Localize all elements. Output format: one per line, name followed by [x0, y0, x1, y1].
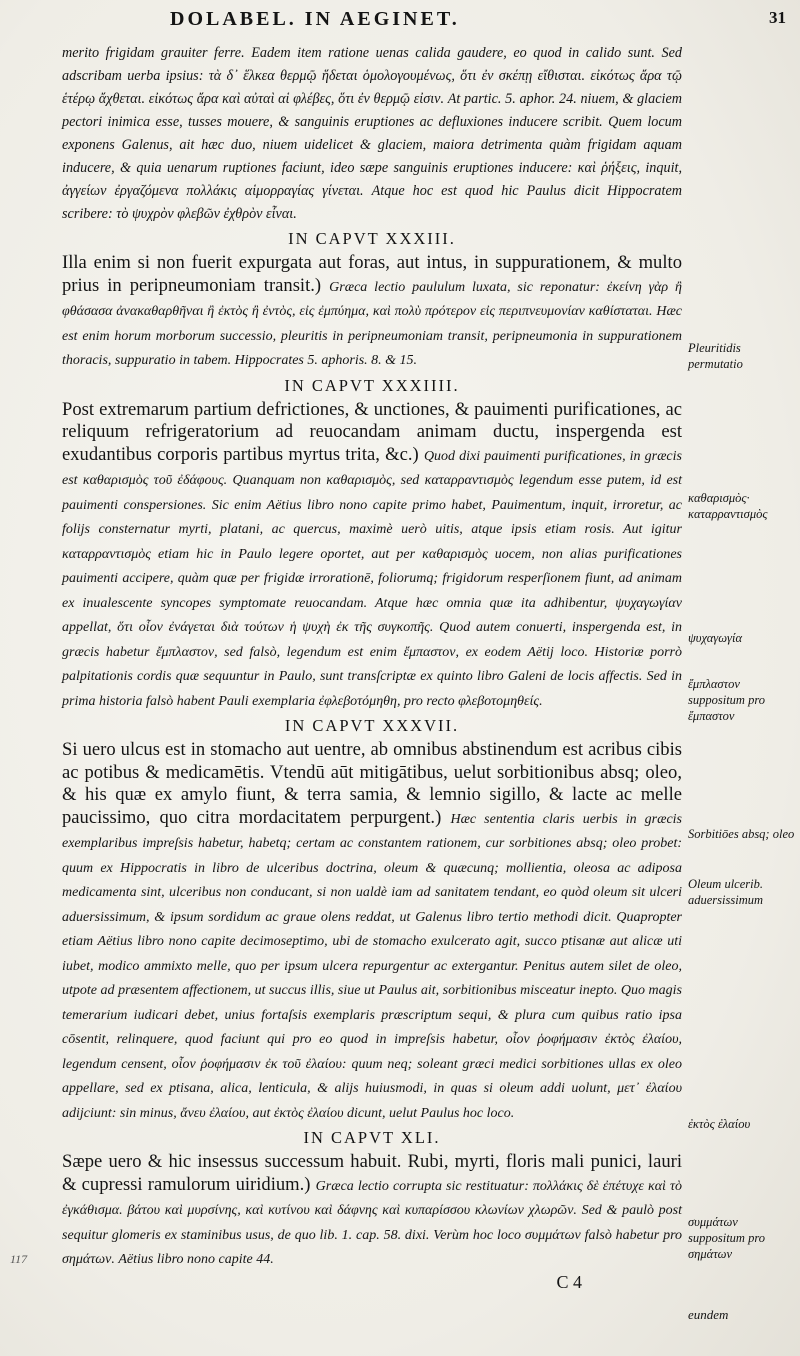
main-text-column: [62, 42, 682, 1292]
margin-note: ἐκτὸς ἐλαίου: [688, 1117, 751, 1131]
signature-mark: C 4: [556, 1271, 582, 1292]
lemma-text: Si uero ulcus est in stomacho aut uentre, ab omnibus abstinendum est acribus cibis ac potibus & medicamētis. Vtendū aūt mitigātibus, uelut sorbitionibus absq; oleo, & his quæ ex amylo fiunt, & terra samia, & lemnio sigillo, & lacte ac melle paucissimo, quo citra mordacitatem perpurgent.): [62, 739, 682, 828]
catchword: eundem: [688, 1307, 729, 1322]
page-header: [170, 8, 792, 38]
margin-note: καθαρισμὸς· καταρραντισμὸς: [688, 491, 768, 521]
running-title: DOLABEL. IN AEGINET.: [170, 8, 460, 30]
lemma-text: Post extremarum partium defrictiones, & unctiones, & pauimenti purificationes, ac reliquum refrigeratorium ad reuocandam animam ductu, inspergenda est exudantibus corporis partibus myrtus trita, &c.): [62, 398, 682, 465]
commentary-text: Quod dixi pauimenti purificationes, in græcis est καθαρισμὸς τοῦ ἐδάφους. Quanquam non καθαρισμὸς, sed καταρραντισμὸς legendum esse putem, id est pauimenti conspersiones. Sic enim Aëtius libro nono capite primo habet, Pauimentum, inquit, irroretur, ac folijs consternatur myrti, platani, ac quercus, maximè uerò uitis, atque ipsis etiam rosis. Aut igitur καταρραντισμὸς etiam hic in Paulo legere oportet, aut per καθαρισμὸς uocem, non alias purificationes pauimenti accipere, quàm quæ per frigidæ irrorationē, foliorumq; frigidorum resperſionem fiunt, ad animam ex inualescente syncopes symptomate reuocandam. Atque hæc omnia quæ ita adhibentur, ψυχαγωγίαν appellat, ὅτι οἷον ἐνάγεται διὰ τούτων ἡ ψυχὴ ἐκ τῆς συγκοπῆς. Quod autem conuerti, inspergenda est, in græcis habetur ἔμπλαστον, sed falsò, legendum est enim ἔμπαστον, ex eodem Aëtij loco. Historiæ porrò palpitationis cordis quæ sequuntur in Paulo, sunt transſcriptæ ex quinto libro Galeni de locis affectis. Sed in prima historia falsò habent Pauli exemplaria ἐφλεβοτόμηθη, pro recto φλεβοτομηθείς.: [62, 448, 682, 709]
commentary-paragraph: merito frigidam grauiter ferre. Eadem item ratione uenas calida gaudere, eo quod in calido sunt. Sed adscribam uerba ipsius: τὰ δ᾽ ἕλκεα θερμῷ ἥδεται ὁμολογουμένως, ὅτι ἐν σκέπῃ εἴθισται. εἰκότως ἄρα τῷ ἑτέρῳ ἄχθεται. εἰκότως ἄρα καὶ αὐταὶ αἱ φλέβες, ὅτι ἐν θερμῷ εἰσιν. At partic. 5. aphor. 24. niuem, & glaciem pectori inimica esse, tusses mouere, & sanguinis eruptiones ac defluxiones inducere scribit. Quem locum exponens Galenus, ait hæc duo, niuem uidelicet & glaciem, maiora detrimenta quàm frigidam aquam inducere, & quia uenarum ruptiones faciunt, ideo sæpe sanguinis eruptiones inducere: καὶ ῥήξεις, inquit, ἀγγείων ἐργαζόμενα πολλάκις αἱμορραγίας γίνεται. Atque hoc est quod hic Paulus dicit Hippocratem scribere: τὸ ψυχρὸν φλεβῶν ἐχθρὸν εἶναι.: [62, 45, 682, 222]
lemma-paragraph: [62, 739, 682, 1125]
margin-note: συμμάτων suppositum pro σημάτων: [688, 1215, 765, 1261]
lemma-paragraph: [62, 399, 682, 714]
lemma-text: Sæpe uero & hic insessus successum habuit. Rubi, myrti, floris mali punici, lauri & cupressi ramulorum uiridium.): [62, 1151, 682, 1195]
margin-note: ψυχαγωγία: [688, 631, 743, 645]
margin-note: Pleuritidis permutatio: [688, 341, 743, 371]
commentary-text: Hæc sententia claris uerbis in græcis exemplaribus impreſsis habetur, habetq; certam ac constantem rationem, cur sorbitiones absq; oleo probet: quum ex Hippocratis in libro de ulceribus doctrina, oleum & quæcunq; mollientia, oleosa ac adiposa medicamenta sint, ulceribus non conducant, si non ualdè iam ad sanitatem tendant, eo quòd oleum sit ulceri aduersissimum, & ipsum sordidum ac graue olens reddat, ut Galenus libro tertio methodi dicit. Quapropter etiam Aëtius libro nono capite decimoseptimo, ubi de stomacho exulcerato agit, succo ptisanæ aut alicæ uti iubet, modico ammixto melle, quo per ipsum ulcera repurgentur ac extergantur. Penitus autem silet de oleo, utpote ad præsentem affectionem, ut succus illis, siue ut Paulus ait, sorbitionibus misceatur inepto. Quo magis temerarium iudicari debet, unius fortaſsis exemplaris præscriptum sequi, & plura cum quibus ratio ipsa cōsentit, relinquere, quod faciunt qui pro eo quod in impreſsis habetur, οἷον ῥοφήμασιν ἐκτὸς ἐλαίου, legendum censent, οἷον ῥοφήμασιν ἐκ τοῦ ἐλαίου: quum neq; soleant græci medici sorbitiones ullas ex oleo appellare, sed ex ptisana, alica, lenticula, & alijs huiusmodi, in quas si oleum addi uolunt, μετ᾽ ἐλαίου adijciunt: sin minus, ἄνευ ἐλαίου, aut ἐκτὸς ἐλαίου dicunt, uelut Paulus hoc loco.: [62, 811, 683, 1121]
folio-number: 31: [769, 8, 786, 27]
lemma-paragraph: [62, 1151, 682, 1272]
chapter-heading: IN CAPVT XXXIIII.: [284, 375, 460, 395]
stray-mark: 117: [10, 1252, 28, 1266]
margin-note: Sorbitiōes absq; oleo: [688, 827, 795, 841]
lemma-paragraph: [62, 252, 682, 373]
chapter-heading: IN CAPVT XXXIII.: [288, 229, 456, 248]
commentary-text: Græca lectio corrupta sic restituatur: πολλάκις δὲ ἐπέτυχε καὶ τὸ ἐγκάθισμα. βάτου καὶ μυρσίνης, καὶ κυτίνου καὶ δάφνης καὶ κυπαρίσσου κλωνίων χλωρῶν. Sed & paulò post sequitur glomeris ex staminibus usus, de quo lib. 1. cap. 58. dixi. Verùm hoc loco συμμάτων falsò habetur pro σημάτων. Aëtius libro nono capite 44.: [62, 1178, 683, 1267]
margin-note: ἔμπλαστον suppositum pro ἔμπαστον: [688, 677, 765, 723]
chapter-heading: IN CAPVT XLI.: [303, 1128, 441, 1147]
commentary-text: Græca lectio paululum luxata, sic reponatur: ἐκείνη γὰρ ἢ φθάσασα ἀνακαθαρθῆναι ἢ ἐκτὸς ἢ ἐντὸς, εἰς ἐμπύημα, καὶ πολὺ πρότερον εἰς περιπνευμονίαν καθίσταται. Hæc est enim horum morborum successio, pleuritis in peripneumoniam transit, peripneumonia in suppurationem thoracis, suppuratio in tabem. Hippocrates 5. aphoris. 8. & 15.: [62, 279, 682, 368]
lemma-text: Illa enim si non fuerit expurgata aut foras, aut intus, in suppurationem, & multo prius in peripneumoniam transit.): [62, 252, 682, 296]
margin-note: Oleum ulcerib. aduersissimum: [688, 877, 764, 907]
chapter-heading: IN CAPVT XXXVII.: [284, 716, 460, 735]
